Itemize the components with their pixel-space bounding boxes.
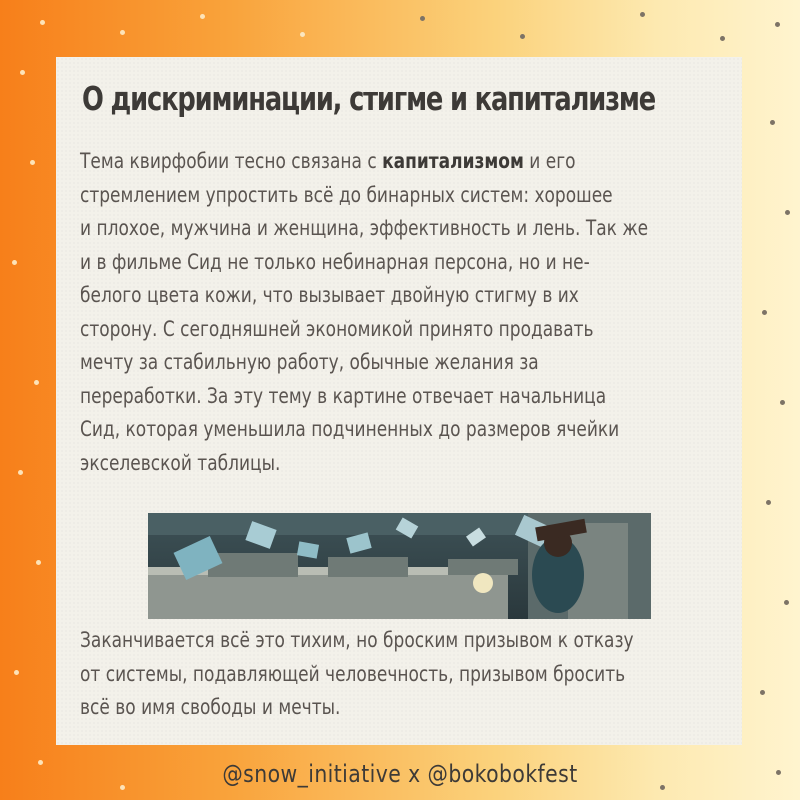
- paragraph-line: экселевской таблицы.: [80, 450, 281, 475]
- film-still-image: [148, 513, 651, 619]
- paragraph-line: всё во имя свободы и мечты.: [80, 695, 341, 719]
- paragraph-line: белого цвета кожи, что вызывает двойную стигму в их: [80, 283, 579, 307]
- paragraph-discrimination: [80, 145, 712, 480]
- paragraph-line: мечту за стабильную работу, обычные желания за: [80, 350, 539, 374]
- paragraph-line: и плохое, мужчина и женщина, эффективность и лень. Так же: [80, 216, 649, 240]
- footer-text: @snow_initiative x @bokobokfest: [222, 760, 578, 788]
- content-card: [56, 57, 742, 745]
- paragraph-conclusion: [80, 624, 712, 725]
- footer-credits: [0, 760, 800, 788]
- paragraph-line: Заканчивается всё это тихим, но броским призывом к отказу: [80, 628, 634, 652]
- paragraph-line: стремлением упростить всё до бинарных систем: хорошее: [80, 182, 613, 207]
- paragraph-line: Тема квирфобии тесно связана с капитализмом и его: [80, 149, 576, 173]
- page-title: О дискриминации, стигме и капитализме: [82, 79, 656, 118]
- highlight-capitalism: капитализмом: [382, 149, 524, 173]
- paragraph-line: сторону. С сегодняшней экономикой принято продавать: [80, 316, 594, 341]
- paragraph-line: переработки. За эту тему в картине отвечает начальница: [80, 383, 607, 408]
- paragraph-line: от системы, подавляющей человечность, призывом бросить: [80, 661, 626, 686]
- paragraph-line: и в фильме Сид не только небинарная персона, но и не-: [80, 249, 590, 274]
- paragraph-line: Сид, которая уменьшила подчиненных до размеров ячейки: [80, 417, 620, 441]
